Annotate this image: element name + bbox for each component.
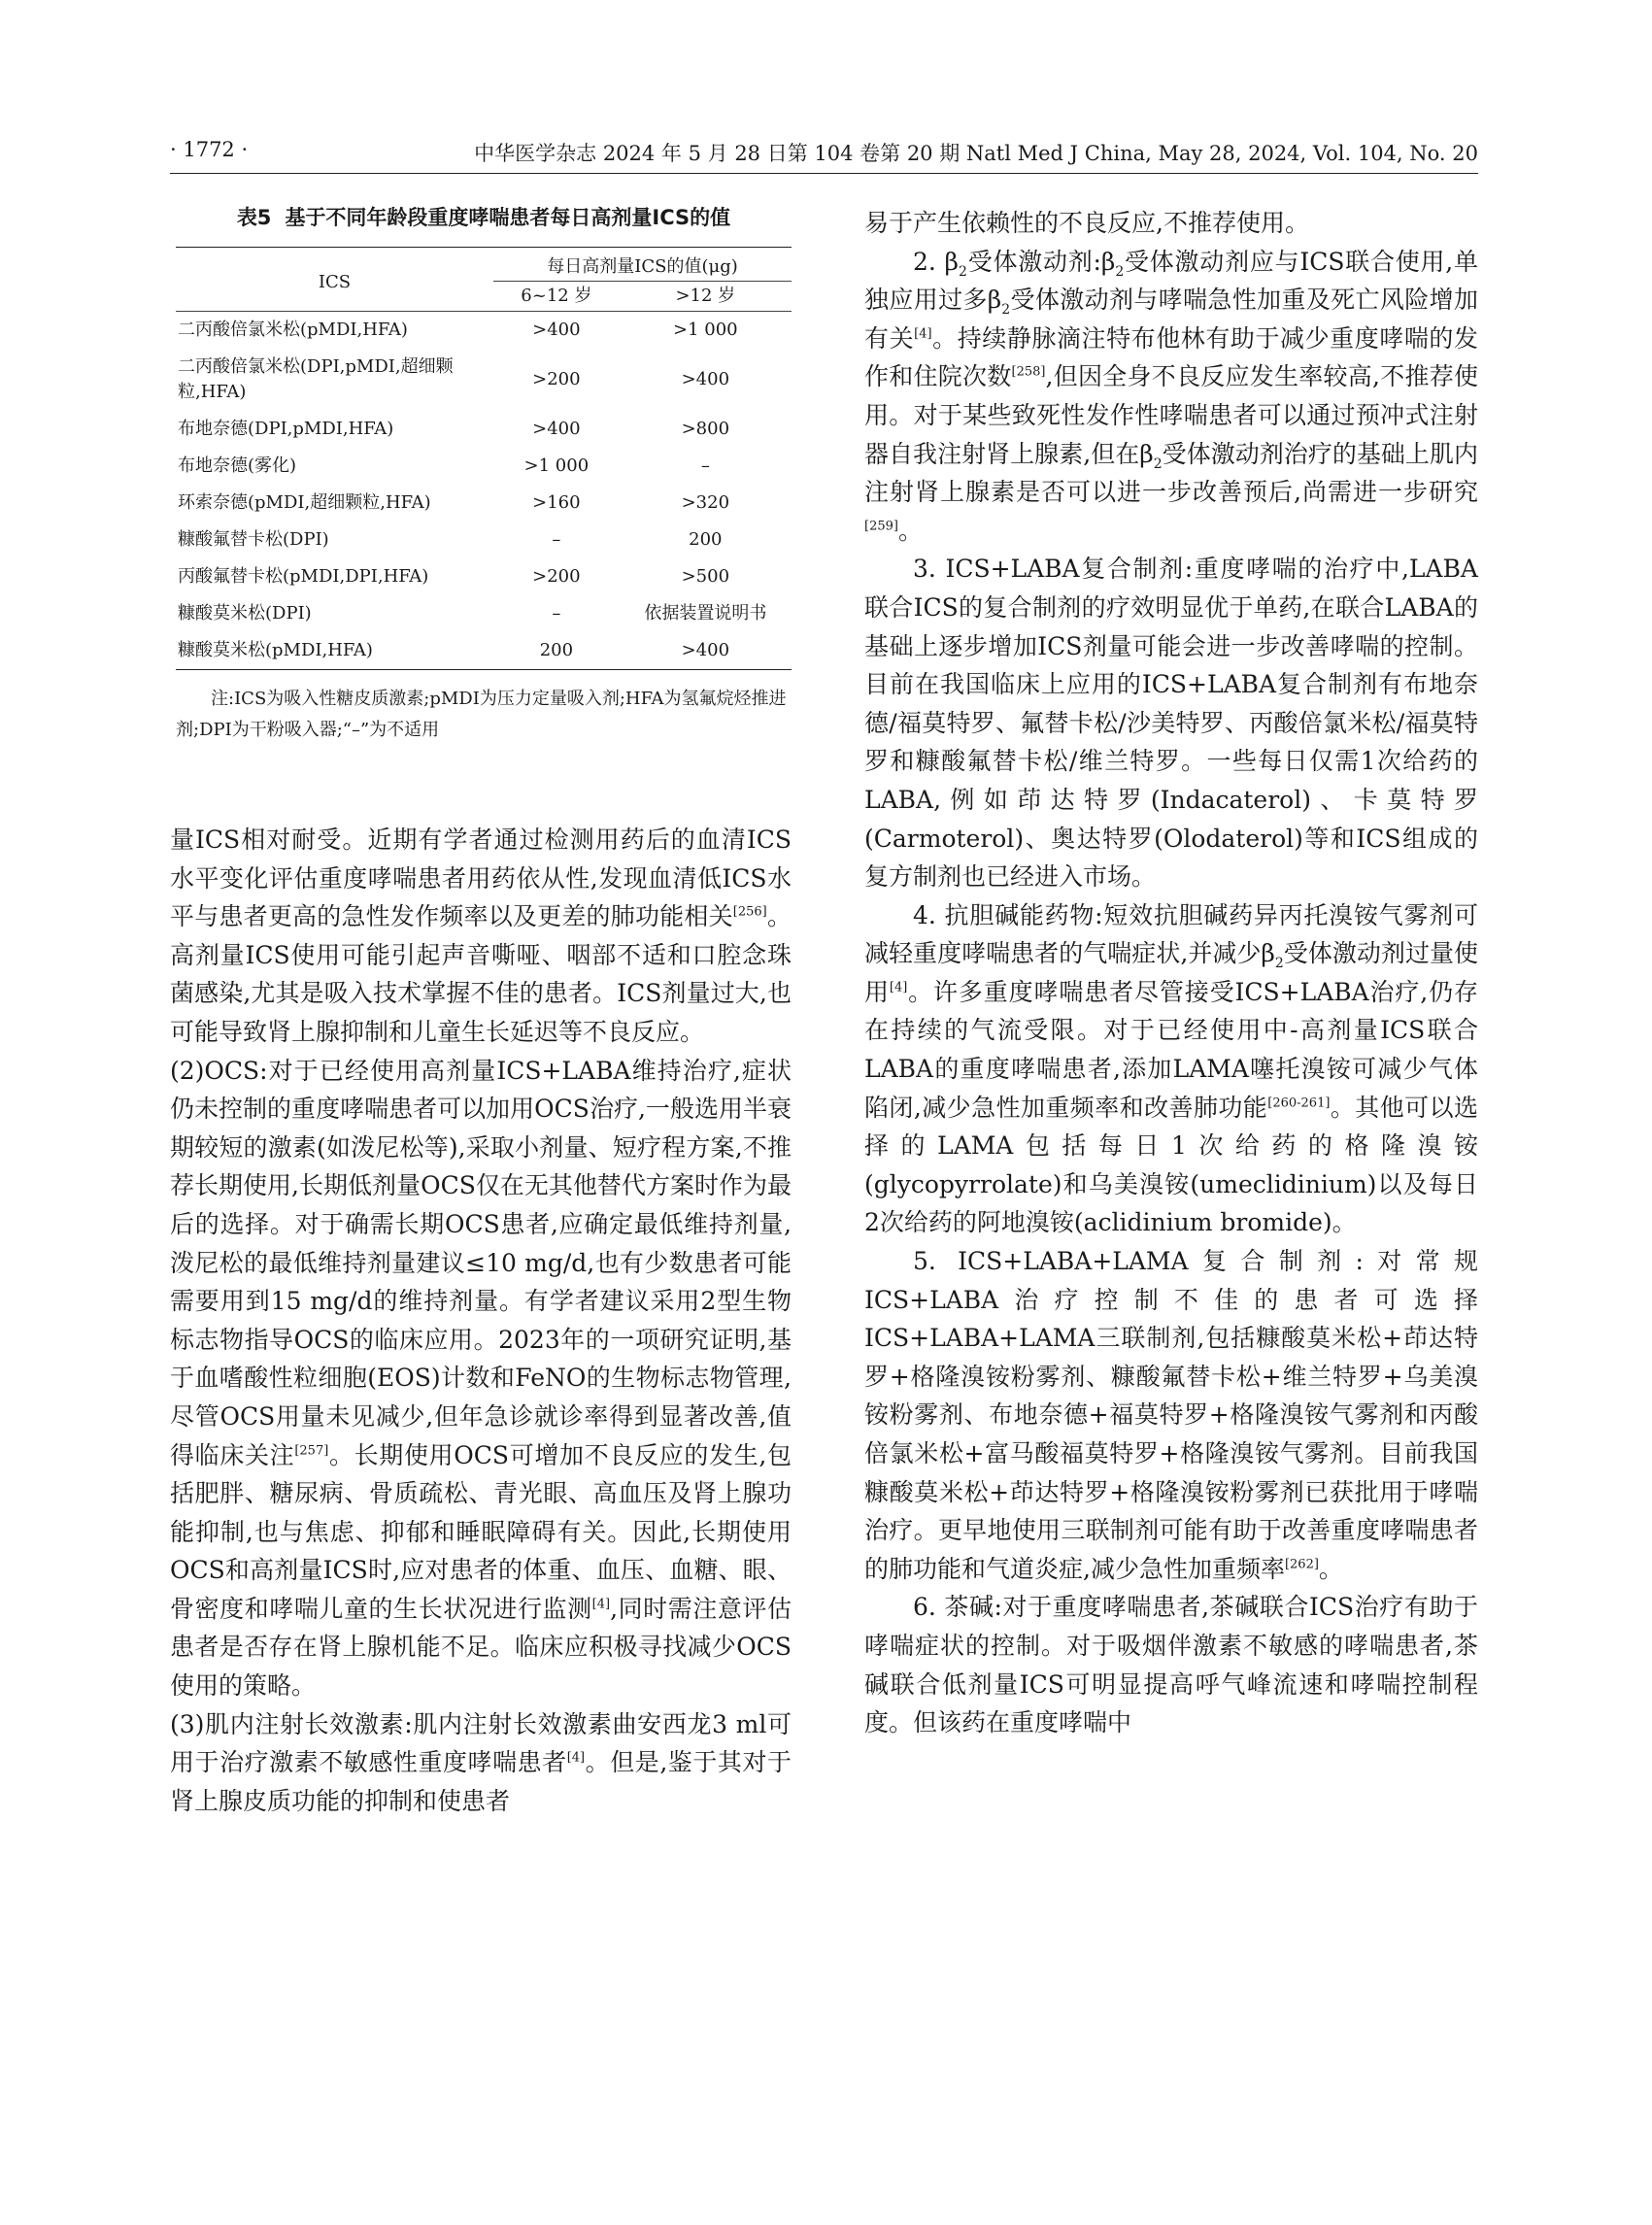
dose-cell: >400: [532, 320, 581, 340]
ics-dose-table: [176, 247, 792, 670]
drug-cell: 二丙酸倍氯米松(pMDI,HFA): [178, 320, 408, 340]
dose-cell: >200: [532, 566, 581, 587]
citation-ref[interactable]: [4]: [889, 980, 908, 995]
dose-cell: >1 000: [523, 455, 590, 476]
drug-cell: 二丙酸倍氯米松(DPI,pMDI,超细颗粒,HFA): [178, 356, 454, 402]
table-row: [176, 485, 792, 522]
text-run: 。持续静脉滴注特布他林有助于减少重度哮喘的发作和住院次数: [864, 323, 1478, 391]
table-row: [176, 632, 792, 670]
dose-cell: >200: [532, 369, 581, 389]
table-row: [176, 411, 792, 448]
text-run: 5. ICS+LABA+LAMA复合制剂:对常规ICS+LABA治疗控制不佳的患者可选择ICS+LABA+LAMA三联制剂,包括糠酸莫米松+茚达特罗+格隆溴铵粉雾剂、糠酸氟替卡松+维兰特罗+乌美溴铵粉雾剂、布地奈德+福莫特罗+格隆溴铵气雾剂和丙酸倍氯米松+富马酸福莫特罗+格隆溴铵气雾剂。目前我国糠酸莫米松+茚达特罗+格隆溴铵粉雾剂已获批用于哮喘治疗。更早地使用三联制剂可能有助于改善重度哮喘患者的肺功能和气道炎症,减少急性加重频率: [864, 1247, 1479, 1583]
col-header-age1: 6~12 岁: [493, 282, 620, 312]
citation-ref[interactable]: [259]: [864, 519, 898, 534]
text-run: 受体激动剂与哮喘急性加重及死亡风险增加有关: [864, 286, 1478, 353]
text-run: 。高剂量ICS使用可能引起声音嘶哑、咽部不适和口腔念珠菌感染,尤其是吸入技术掌握不佳的患者。ICS剂量过大,也可能导致肾上腺抑制和儿童生长延迟等不良反应。: [170, 902, 792, 1046]
table-row: [176, 312, 792, 350]
drug-cell: 布地奈德(DPI,pMDI,HFA): [178, 419, 394, 439]
text-run: (2)OCS:对于已经使用高剂量ICS+LABA维持治疗,症状仍未控制的重度哮喘患者可以加用OCS治疗,一般选用半衰期较短的激素(如泼尼松等),采取小剂量、短疗程方案,不推荐长期使用,长期低剂量OCS仅在无其他替代方案时作为最后的选择。对于确需长期OCS患者,应确定最低维持剂量,泼尼松的最低维持剂量建议≤10 mg/d,也有少数患者可能需要用到15 mg/d的维持剂量。有学者建议采用2型生物标志物指导OCS的临床应用。2023年的一项研究证明,基于血嗜酸性粒细胞(EOS)计数和FeNO的生物标志物管理,尽管OCS用量未见减少,但年急诊就诊率得到显著改善,值得临床关注: [170, 1056, 792, 1469]
paragraph: 3. ICS+LABA复合制剂:重度哮喘的治疗中,LABA联合ICS的复合制剂的疗效明显优于单药,在联合LABA的基础上逐步增加ICS剂量可能会进一步改善哮喘的控制。目前在我国临床上应用的ICS+LABA复合制剂有布地奈德/福莫特罗、氟替卡松/沙美特罗、丙酸倍氯米松/福莫特罗和糠酸氟替卡松/维兰特罗。一些每日仅需1次给药的LABA,例如茚达特罗(Indacaterol)、卡莫特罗(Carmoterol)、奥达特罗(Olodaterol)等和ICS组成的复方制剂也已经进入市场。: [864, 555, 1478, 892]
text-run: 。: [1318, 1554, 1343, 1583]
drug-cell: 糠酸莫米松(DPI): [178, 603, 312, 624]
journal-info: 中华医学杂志 2024 年 5 月 28 日第 104 卷第 20 期 Natl Med J China, May 28, 2024, Vol. 104, No. 20: [474, 142, 1478, 165]
citation-ref[interactable]: [257]: [294, 1443, 329, 1459]
dose-cell: >1 000: [673, 320, 738, 340]
text-run: 量ICS相对耐受。近期有学者通过检测用药后的血清ICS水平变化评估重度哮喘患者用药依从性,发现血清低ICS水平与患者更高的急性发作频率以及更差的肺功能相关: [170, 826, 792, 931]
citation-ref[interactable]: [4]: [914, 326, 932, 342]
text-run: ,但因全身不良反应发生率较高,不推荐使用。对于某些致死性发作性哮喘患者可以通过预冲式注射器自我注射肾上腺素,但在β: [864, 362, 1478, 468]
table-title: 基于不同年龄段重度哮喘患者每日高剂量ICS的值: [285, 206, 731, 229]
table-caption: [176, 202, 792, 231]
paragraph: [170, 1705, 792, 1821]
drug-cell: 布地奈德(雾化): [178, 455, 297, 476]
dose-cell: 依据装置说明书: [644, 603, 767, 624]
dose-cell: 200: [689, 529, 723, 550]
dose-cell: >400: [532, 419, 581, 439]
paragraph: [170, 821, 792, 1052]
citation-ref[interactable]: [260-261]: [1267, 1096, 1331, 1111]
dose-cell: >320: [681, 492, 730, 513]
subscript: 2: [1115, 263, 1125, 280]
text-run: 受体激动剂:β: [966, 247, 1116, 276]
col-header-ics: ICS: [176, 248, 493, 312]
dose-cell: –: [552, 529, 561, 550]
table-row: [176, 558, 792, 595]
subscript: 2: [959, 263, 967, 280]
dose-cell: >500: [681, 566, 730, 587]
drug-cell: 丙酸氟替卡松(pMDI,DPI,HFA): [178, 566, 429, 587]
dose-cell: >400: [681, 369, 730, 389]
text-run: 。长期使用OCS可增加不良反应的发生,包括肥胖、糖尿病、骨质疏松、青光眼、高血压及肾上腺功能抑制,也与焦虑、抑郁和睡眠障碍有关。因此,长期使用OCS和高剂量ICS时,应对患者的体重、血压、血糖、眼、骨密度和哮喘儿童的生长状况进行监测: [170, 1440, 792, 1623]
table-row: [176, 349, 792, 411]
text-run: (3)肌内注射长效激素:肌内注射长效激素曲安西龙3 ml可用于治疗激素不敏感性重度哮喘患者: [170, 1709, 792, 1777]
page-number: · 1772 ·: [170, 138, 249, 161]
dose-cell: >160: [532, 492, 581, 513]
text-run: 受体激动剂应与ICS联合使用,单独应用过多β: [864, 247, 1478, 315]
table-row: [176, 522, 792, 558]
subscript: 2: [1001, 302, 1011, 319]
col-header-group: 每日高剂量ICS的值(μg): [493, 248, 792, 282]
running-header: [170, 134, 1478, 174]
paragraph: [864, 1242, 1478, 1588]
citation-ref[interactable]: [256]: [732, 904, 767, 920]
text-run: 。但是,鉴于其对于肾上腺皮质功能的抑制和使患者: [170, 1748, 792, 1815]
paragraph: [864, 243, 1478, 551]
left-column: [170, 821, 792, 1820]
drug-cell: 糠酸莫米松(pMDI,HFA): [176, 632, 493, 670]
table-5: [176, 202, 792, 746]
text-run: 。: [897, 516, 923, 545]
dose-cell: >800: [681, 419, 730, 439]
text-run: 4. 抗胆碱能药物:短效抗胆碱药异丙托溴铵气雾剂可减轻重度哮喘患者的气喘症状,并减少β: [864, 900, 1478, 968]
text-run: 2. β: [913, 247, 960, 276]
citation-ref[interactable]: [262]: [1284, 1557, 1319, 1572]
paragraph: [170, 1052, 792, 1705]
text-run: 。许多重度哮喘患者尽管接受ICS+LABA治疗,仍存在持续的气流受限。对于已经使用中-高剂量ICS联合LABA的重度哮喘患者,添加LAMA噻托溴铵可减少气体陷闭,减少急性加重频率和改善肺功能: [864, 977, 1478, 1122]
dose-cell: 200: [493, 632, 620, 670]
dose-cell: –: [700, 455, 710, 476]
col-header-age2: >12 岁: [620, 282, 792, 312]
drug-cell: 环索奈德(pMDI,超细颗粒,HFA): [178, 492, 431, 513]
paragraph: 6. 茶碱:对于重度哮喘患者,茶碱联合ICS治疗有助于哮喘症状的控制。对于吸烟伴激素不敏感的哮喘患者,茶碱联合低剂量ICS可明显提高呼气峰流速和哮喘控制程度。但该药在重度哮喘中: [864, 1593, 1478, 1737]
citation-ref[interactable]: [4]: [591, 1597, 611, 1612]
citation-ref[interactable]: [258]: [1011, 365, 1046, 381]
text-run: 。其他可以选择的LAMA包括每日1次给药的格隆溴铵(glycopyrrolate)和乌美溴铵(umeclidinium)以及每日2次给药的阿地溴铵(aclidinium bromide)。: [864, 1093, 1478, 1237]
dose-cell: –: [552, 603, 561, 624]
text-run: ,同时需注意评估患者是否存在肾上腺机能不足。临床应积极寻找减少OCS使用的策略。: [170, 1594, 792, 1701]
text-run: 受体激动剂过量使用: [864, 939, 1478, 1006]
table-row: [176, 448, 792, 485]
right-column: [864, 204, 1478, 1742]
dose-cell: >400: [620, 632, 792, 670]
table-row: [176, 595, 792, 632]
subscript: 2: [1153, 455, 1163, 472]
paragraph: [864, 896, 1478, 1242]
table-note: 注:ICS为吸入性糖皮质激素;pMDI为压力定量吸入剂;HFA为氢氟烷烃推进剂;DPI为干粉吸入器;“–”为不适用: [176, 689, 787, 740]
paragraph: 易于产生依赖性的不良反应,不推荐使用。: [864, 209, 1309, 237]
table-label: 表5: [236, 206, 272, 229]
subscript: 2: [1274, 956, 1284, 972]
text-run: 受体激动剂治疗的基础上肌内注射肾上腺素是否可以进一步改善预后,尚需进一步研究: [864, 439, 1478, 507]
citation-ref[interactable]: [4]: [566, 1750, 586, 1766]
drug-cell: 糠酸氟替卡松(DPI): [178, 529, 329, 550]
